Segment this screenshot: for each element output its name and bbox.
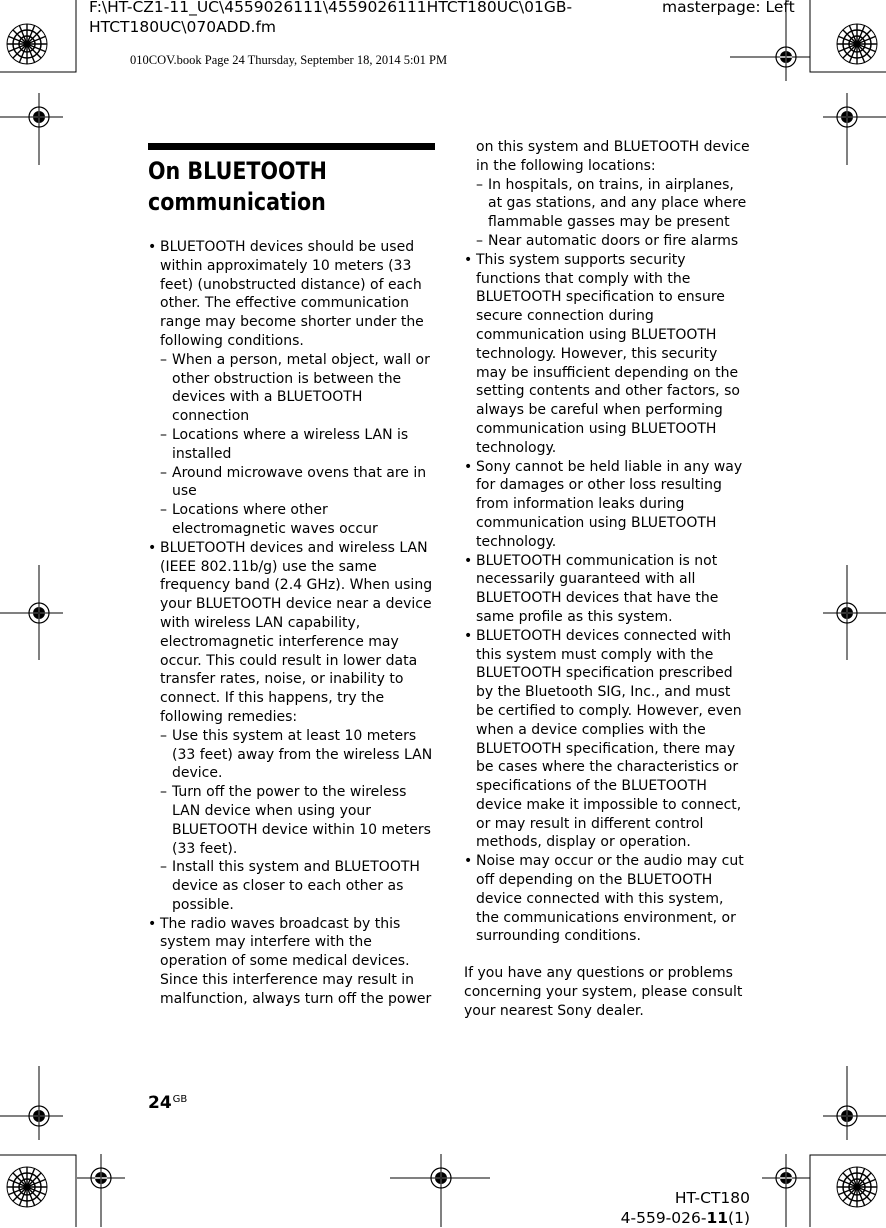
file-path-line1: F:\HT-CZ1-11_UC\4559026111\4559026111HTCT180UC\01GB- <box>89 0 573 16</box>
list-item: • BLUETOOTH communication is not necessarily guaranteed with all BLUETOOTH devices that have the same profile as this system. <box>464 552 750 627</box>
left-column <box>148 238 436 1009</box>
list-item: • Noise may occur or the audio may cut off depending on the BLUETOOTH device connected with this system, the communications environment, or surrounding conditions. <box>464 852 750 946</box>
section-title <box>148 156 327 218</box>
closing-paragraph: If you have any questions or problems concerning your system, please consult your nearest Sony dealer. <box>464 965 743 1019</box>
sub-list-item: – Turn off the power to the wireless LAN device when using your BLUETOOTH device within 10 meters (33 feet). <box>148 783 436 858</box>
sub-list-item: – Use this system at least 10 meters (33 feet) away from the wireless LAN device. <box>148 727 436 783</box>
list-item: • The radio waves broadcast by this system may interfere with the operation of some medical devices. Since this interference may result in malfunction, always turn off the power <box>148 915 436 1009</box>
title-rule <box>148 143 435 150</box>
page-number: $24^{GB}$ <box>148 1093 188 1113</box>
right-column <box>464 138 750 1021</box>
sub-list-item: – Locations where a wireless LAN is installed <box>148 426 436 464</box>
footer-model: HT-CT180 <box>674 1189 750 1207</box>
file-path-line2: HTCT180UC\070ADD.fm <box>89 18 277 36</box>
section-title-line2: communication <box>148 188 326 216</box>
footer-part-number: 4-559-026-11(1) <box>620 1209 750 1227</box>
sub-list-item: – When a person, metal object, wall or other obstruction is between the devices with a BLUETOOTH connection <box>148 351 436 426</box>
list-item: • Sony cannot be held liable in any way for damages or other loss resulting from information leaks during communication using BLUETOOTH technology. <box>464 458 750 552</box>
sub-list-item: – Locations where other electromagnetic waves occur <box>148 501 436 539</box>
book-info: 010COV.book Page 24 Thursday, September 18, 2014 5:01 PM <box>130 53 448 67</box>
list-item: • This system supports security functions that comply with the BLUETOOTH specification to ensure secure connection during communication using BLUETOOTH technology. However, this security may be insufficient depending on the setting contents and other factors, so always be careful when performing communication using BLUETOOTH technology. <box>464 251 750 458</box>
page-number-suffix: GB <box>172 1094 188 1105</box>
list-item: • BLUETOOTH devices and wireless LAN (IEEE 802.11b/g) use the same frequency band (2.4 GHz). When using your BLUETOOTH device near a device with wireless LAN capability, electromagnetic interference may occur. This could result in lower data transfer rates, noise, or inability to connect. If this happens, try the following remedies: <box>148 539 436 727</box>
list-item: • BLUETOOTH devices connected with this system must comply with the BLUETOOTH specification prescribed by the Bluetooth SIG, Inc., and must be certified to comply. However, even when a device complies with the BLUETOOTH specification, there may be cases where the characteristics or specifications of the BLUETOOTH device make it impossible to connect, or may result in different control methods, display or operation. <box>464 627 750 853</box>
sub-list-item: – Near automatic doors or fire alarms <box>464 232 750 251</box>
list-item-continued: on this system and BLUETOOTH device in the following locations: <box>476 139 750 174</box>
list-item: • BLUETOOTH devices should be used within approximately 10 meters (33 feet) (unobstructed distance) of each other. The effective communication range may become shorter under the following conditions. <box>148 238 436 351</box>
sub-list-item: – In hospitals, on trains, in airplanes, at gas stations, and any place where flammable gasses may be present <box>464 176 750 232</box>
sub-list-item: – Around microwave ovens that are in use <box>148 464 436 502</box>
sub-list-item: – Install this system and BLUETOOTH device as closer to each other as possible. <box>148 858 436 914</box>
section-title-line1: On BLUETOOTH <box>148 157 327 185</box>
masterpage-label: masterpage: Left <box>662 0 795 16</box>
